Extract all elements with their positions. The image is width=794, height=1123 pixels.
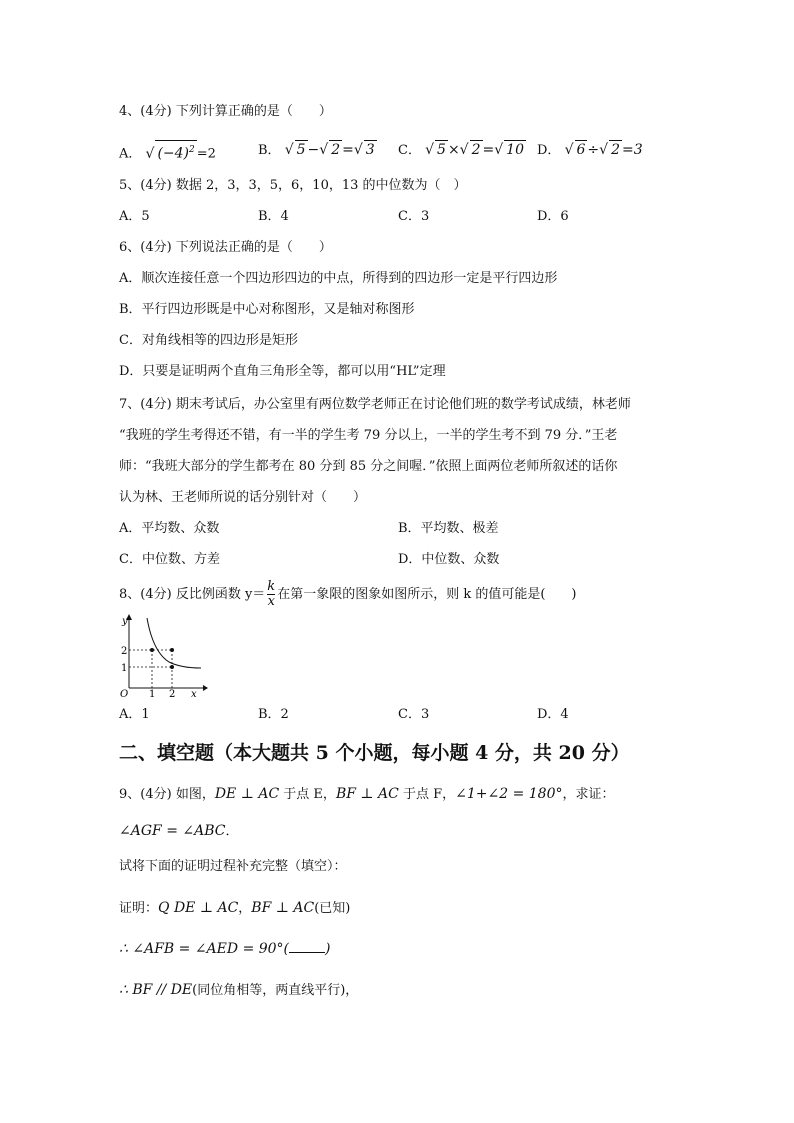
q9-instruction: 试将下面的证明过程补充完整（填空）： bbox=[119, 859, 347, 874]
q9-proof-line-1: 证明：Q DE ⊥ AC，BF ⊥ AC(已知) bbox=[119, 900, 351, 916]
x-axis-label: x bbox=[191, 689, 197, 698]
q8-stem: 8、(4分) 反比例函数 y＝ $\frac{k}{x}$ 在第一象限的图象如图所示，则 k 的值可能是( ) bbox=[119, 579, 577, 609]
q7-line-4: 认为林、王老师所说的话分别针对（ ） bbox=[119, 490, 367, 505]
q6-option-c: C．对角线相等的四边形是矩形 bbox=[119, 333, 298, 348]
q9-proof-line-2: ∴ ∠AFB = ∠AED = 90°( ) bbox=[119, 941, 331, 957]
x-tick-2: 2 bbox=[169, 689, 176, 698]
x-tick-1: 1 bbox=[149, 689, 156, 698]
answer-blank[interactable] bbox=[289, 940, 325, 953]
y-axis-label: y bbox=[122, 616, 128, 627]
origin-label: O bbox=[120, 689, 129, 698]
q8-option-a: A．1 bbox=[119, 707, 150, 722]
q7-option-a: A．平均数、众数 bbox=[119, 521, 220, 536]
q5-option-c: C．3 bbox=[398, 209, 430, 224]
q8-option-d: D．4 bbox=[537, 707, 569, 722]
q7-line-2: “我班的学生考得还不错，有一半的学生考 79 分以上，一半的学生考不到 79 分．”王老 bbox=[119, 428, 618, 443]
q7-line-1: 7、(4分) 期末考试后，办公室里有两位数学老师正在讨论他们班的数学考试成绩，林老师 bbox=[119, 397, 631, 412]
q4-option-c: C． √ 5 ×√ 2 =√ 10 bbox=[398, 142, 524, 158]
q6-stem: 6、(4分) 下列说法正确的是（ ） bbox=[119, 240, 332, 255]
q8-option-c: C．3 bbox=[398, 707, 430, 722]
q7-option-b: B．平均数、极差 bbox=[398, 521, 499, 536]
hyperbola-curve bbox=[147, 618, 201, 668]
option-label: D． bbox=[537, 143, 561, 158]
q9-proof-line-3: ∴ BF // DE(同位角相等，两直线平行)， bbox=[119, 982, 359, 998]
q6-option-a: A．顺次连接任意一个四边形四边的中点，所得到的四边形一定是平行四边形 bbox=[119, 271, 558, 286]
q7-option-c: C．中位数、方差 bbox=[119, 552, 220, 567]
y-tick-1: 1 bbox=[121, 663, 128, 674]
option-label: B． bbox=[258, 143, 281, 158]
q5-stem: 5、(4分) 数据 2，3，3，5，6，10，13 的中位数为（ ） bbox=[119, 178, 467, 193]
q4-option-b: B． √ 5 −√ 2 =√ 3 bbox=[258, 142, 375, 158]
option-label: C． bbox=[398, 143, 421, 158]
section-heading: 二、填空题（本大题共 5 个小题，每小题 4 分，共 20 分） bbox=[119, 742, 630, 764]
q7-line-3: 师：“我班大部分的学生都考在 80 分到 85 分之间喔．”依照上面两位老师所叙述的话你 bbox=[119, 459, 618, 474]
point-1-2 bbox=[150, 648, 154, 652]
option-label: A． bbox=[119, 146, 142, 162]
q8-option-b: B．2 bbox=[258, 707, 289, 722]
y-tick-2: 2 bbox=[121, 646, 128, 657]
q4-option-d: D． √ 6 ÷√ 2 =3 bbox=[537, 142, 643, 158]
fraction-k-over-x: $\frac{k}{x}$ bbox=[267, 579, 276, 609]
point-2-1 bbox=[170, 665, 174, 669]
q6-option-b: B．平行四边形既是中心对称图形，又是轴对称图形 bbox=[119, 302, 415, 317]
q9-claim: ∠AGF = ∠ABC． bbox=[119, 823, 239, 839]
q4-stem: 4、(4分) 下列计算正确的是（ ） bbox=[119, 104, 332, 119]
q9-stem: 9、(4分) 如图，DE ⊥ AC 于点 E，BF ⊥ AC 于点 F，∠1+∠2 = 180°，求证： bbox=[119, 786, 615, 802]
hyperbola-graph bbox=[119, 612, 209, 698]
q5-option-a: A．5 bbox=[119, 209, 150, 224]
q4-option-a: A． √ $(-4)^2 =2$ bbox=[119, 140, 216, 164]
point-2-2 bbox=[170, 648, 174, 652]
q7-option-d: D．中位数、众数 bbox=[398, 552, 500, 567]
x-axis-arrow bbox=[203, 685, 208, 691]
q5-option-b: B．4 bbox=[258, 209, 289, 224]
q5-option-d: D．6 bbox=[537, 209, 569, 224]
q6-option-d: D．只要是证明两个直角三角形全等，都可以用“HL”定理 bbox=[119, 364, 446, 379]
